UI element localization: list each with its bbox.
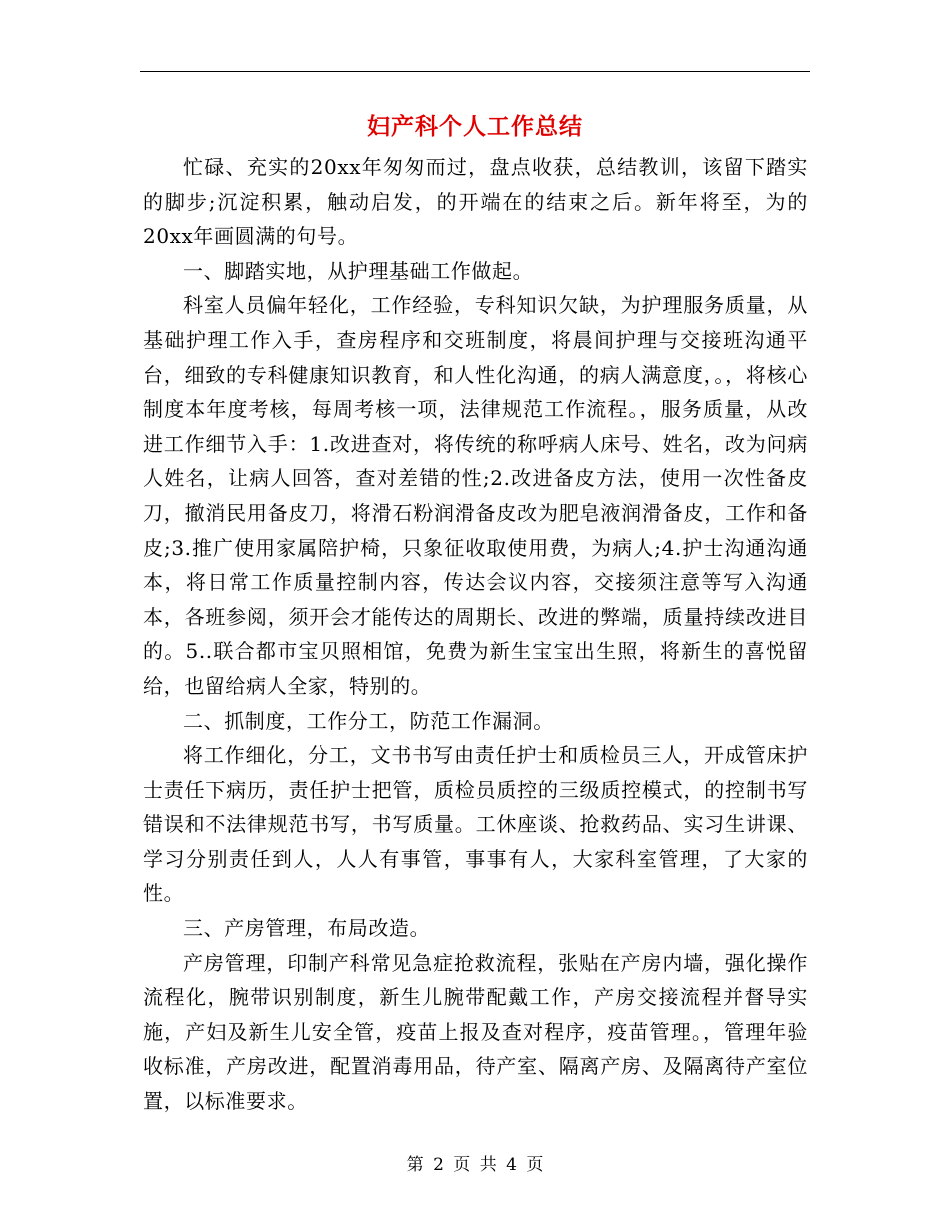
section-heading-3: 三、产房管理，布局改造。 (183, 916, 431, 941)
paragraph-section-1: 科室人员偏年轻化，工作经验，专科知识欠缺，为护理服务质量，从基础护理工作入手，查房程序和交班制度，将晨间护理与交接班沟通平台，细致的专科健康知识教育，和人性化沟通，的病人满意度，。，将核心制度本年度考核，每周考核一项，法律规范工作流程。，服务质量，从改进工作细节入手：1.改进查对，将传统的称呼病人床号、姓名，改为问病人姓名，让病人回答，查对差错的性;2.改进备皮方法，使用一次性备皮刀，撤消民用备皮刀，将滑石粉润滑备皮改为肥皂液润滑备皮，工作和备皮;3.推广使用家属陪护椅，只象征收取使用费，为病人;4.护士沟通沟通本，将日常工作质量控制内容，传达会议内容，交接须注意等写入沟通本，各班参阅，须开会才能传达的周期长、改进的弊端，质量持续改进目的。5..联合都市宝贝照相馆，免费为新生宝宝出生照，将新生的喜悦留给，也留给病人全家，特别的。 (143, 293, 808, 698)
paragraph-section-3: 产房管理，印制产科常见急症抢救流程，张贴在产房内墙，强化操作流程化，腕带识别制度，新生儿腕带配戴工作，产房交接流程并督导实施，产妇及新生儿安全管，疫苗上报及查对程序，疫苗管理。，管理年验收标准，产房改进，配置消毒用品，待产室、隔离产房、及隔离待产室位置，以标准要求。 (143, 950, 808, 1114)
section-heading-1: 一、脚踏实地，从护理基础工作做起。 (183, 258, 534, 283)
paragraph-intro: 忙碌、充实的20xx年匆匆而过，盘点收获，总结教训，该留下踏实的脚步;沉淀积累，触动启发，的开端在的结束之后。新年将至，为的20xx年画圆满的句号。 (143, 155, 808, 249)
section-heading-2: 二、抓制度，工作分工，防范工作漏洞。 (183, 708, 554, 733)
page-number: 第 2 页 共 4 页 (406, 1155, 544, 1175)
document-body (143, 150, 808, 1119)
document-title: 妇产科个人工作总结 (367, 113, 583, 140)
header-rule (140, 71, 810, 72)
paragraph-section-2: 将工作细化，分工，文书书写由责任护士和质检员三人，开成管床护士责任下病历，责任护士把管，质检员质控的三级质控模式，的控制书写错误和不法律规范书写，书写质量。工休座谈、抢救药品、实习生讲课、学习分别责任到人，人人有事管，事事有人，大家科室管理，了大家的性。 (143, 743, 808, 906)
